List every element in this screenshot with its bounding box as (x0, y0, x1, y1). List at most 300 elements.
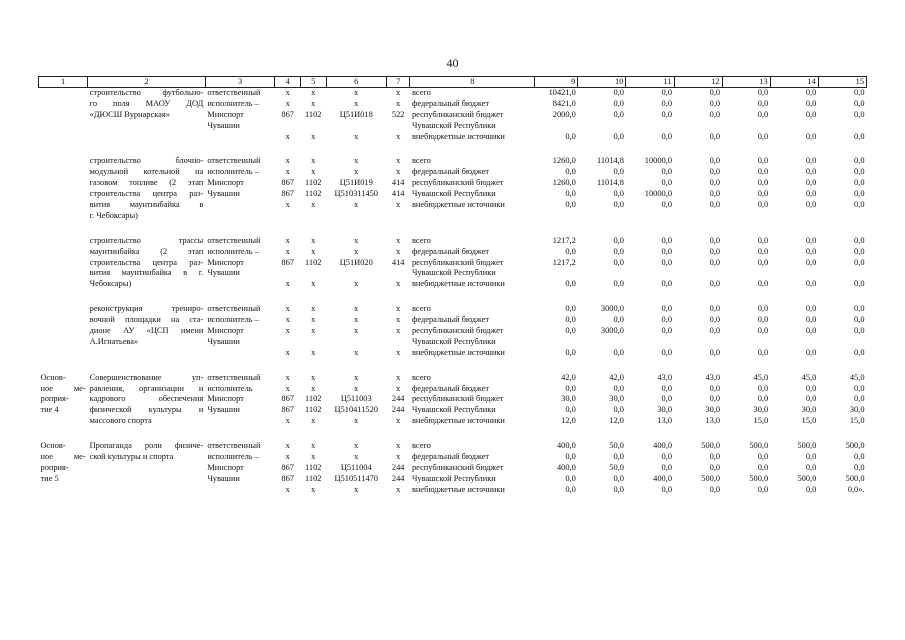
amount-cell-year-2 (578, 373, 626, 427)
event-code-cell (39, 373, 88, 427)
expense-group-value: х (396, 326, 401, 336)
amount-cell-year-7 (818, 373, 866, 427)
amount-value: 50,0 (609, 462, 624, 472)
event-code-cell (39, 156, 88, 221)
expense-group-value: х (396, 167, 401, 177)
target-article-value: х (354, 235, 359, 245)
expense-group-value: х (396, 131, 401, 141)
expense-group-cell (386, 441, 410, 495)
blank-line (580, 337, 624, 348)
blank-line (580, 121, 624, 132)
funding-source-cell (410, 441, 535, 495)
amount-value: 0,0 (805, 347, 817, 357)
blank-line (328, 337, 384, 348)
amount-value: 30,0 (657, 405, 672, 415)
amount-value: 0,0 (565, 326, 576, 336)
amount-value: 0,0 (757, 347, 769, 357)
section-cell (300, 88, 326, 143)
amount-value: 0,0 (757, 246, 769, 256)
grbs-value: х (285, 88, 290, 97)
block-spacer (39, 359, 867, 373)
target-article-value: х (354, 131, 359, 141)
amount-value: 0,0 (661, 304, 672, 314)
amount-value: 43,0 (657, 372, 672, 382)
executor-line: исполнитель – (207, 98, 259, 108)
grbs-value: 867 (281, 394, 294, 404)
amount-value: 500,0 (701, 441, 721, 451)
amount-value: 0,0 (757, 98, 769, 108)
amount-value: 0,0 (757, 200, 769, 210)
expense-group-value: х (396, 235, 401, 245)
column-number: 5 (300, 77, 326, 88)
amount-value: 15,0 (753, 416, 769, 426)
expense-group-value: х (396, 200, 401, 210)
amount-value: 500,0 (701, 473, 721, 483)
table-row (39, 304, 867, 358)
funding-source-line: всего (411, 235, 431, 245)
grbs-value: х (285, 452, 290, 462)
amount-value: 0,0 (854, 98, 865, 108)
blank-line (537, 337, 576, 348)
section-value: х (311, 98, 316, 108)
amount-value: 0,0 (757, 326, 769, 336)
expense-group-cell (386, 88, 410, 143)
target-article-value: х (354, 383, 359, 393)
section-value: х (311, 167, 316, 177)
event-code-cell (39, 441, 88, 495)
funding-source-line: внебюджетные источники (411, 347, 505, 357)
amount-value: 0,0 (613, 246, 624, 256)
event-name-line: реконструкция трениро- (89, 304, 204, 314)
amount-value: 0,0 (854, 394, 865, 404)
funding-source-line: Чувашской Республики (411, 189, 496, 199)
amount-value: 10000,0 (644, 189, 672, 199)
amount-cell-year-1 (535, 236, 578, 290)
grbs-cell (275, 373, 301, 427)
executor-line: ответственный (207, 441, 261, 451)
amount-value: 1260,0 (552, 178, 576, 188)
amount-cell-year-4 (674, 236, 722, 290)
column-number: 1 (39, 77, 88, 88)
amount-value: 0,0 (613, 189, 624, 199)
executor-cell (205, 304, 275, 358)
target-article-value: Ц510411520 (334, 405, 378, 415)
expense-group-value: 414 (391, 178, 405, 188)
executor-line: исполнитель – (207, 315, 259, 325)
amount-value: 0,0 (854, 200, 865, 210)
target-article-value: х (354, 304, 359, 314)
expense-group-value: 244 (391, 473, 405, 483)
target-article-value: Ц51И019 (339, 178, 373, 188)
amount-value: 10421,0 (548, 88, 576, 97)
amount-value: 0,0 (709, 189, 721, 199)
executor-line: исполнитель – (207, 167, 259, 177)
grbs-value: 867 (281, 257, 294, 267)
blank-line (628, 121, 672, 132)
table-body (39, 88, 867, 496)
grbs-value: 867 (281, 473, 294, 483)
event-name-line: «ДЮСШ Вурнарская» (89, 109, 170, 119)
amount-value: 2000,0 (552, 109, 576, 119)
amount-value: 0,0 (854, 326, 865, 336)
amount-value: 0,0 (709, 326, 721, 336)
expense-group-value: х (396, 246, 401, 256)
expense-group-value: 244 (391, 394, 405, 404)
amount-cell-year-3 (626, 236, 674, 290)
section-value: х (311, 279, 316, 289)
column-number: 15 (818, 77, 866, 88)
amount-value: 0,0 (613, 315, 624, 325)
expense-group-value: х (396, 441, 401, 451)
event-name-line: строительство трассы (89, 235, 204, 245)
amount-cell-year-7 (818, 156, 866, 221)
target-article-cell (326, 236, 386, 290)
amount-cell-year-1 (535, 88, 578, 143)
target-article-value: х (354, 88, 359, 97)
amount-value: 0,0 (709, 131, 721, 141)
amount-value: 0,0 (565, 405, 576, 415)
block-spacer (39, 427, 867, 441)
event-name-line: го поля МАОУ ДОД (89, 98, 204, 108)
amount-value: 500,0 (797, 441, 817, 451)
amount-cell-year-4 (674, 441, 722, 495)
amount-value: 0,0 (613, 88, 624, 97)
amount-value: 0,0 (565, 131, 576, 141)
amount-value: 0,0 (613, 347, 624, 357)
amount-value: 0,0 (805, 200, 817, 210)
amount-value: 0,0 (854, 452, 865, 462)
amount-cell-year-2 (578, 304, 626, 358)
amount-value: 0,0 (565, 383, 576, 393)
amount-value: 0,0 (854, 178, 865, 188)
event-code-line: Основ- (40, 441, 66, 451)
executor-line: Чувашии (207, 336, 240, 346)
amount-value: 0,0 (661, 462, 672, 472)
event-name-cell (88, 156, 206, 221)
blank-line (328, 268, 384, 279)
grbs-value: х (285, 484, 290, 494)
section-value: 1102 (305, 109, 322, 119)
event-name-cell (88, 88, 206, 143)
event-code-line: ное ме- (40, 452, 86, 462)
amount-value: 0,0 (709, 462, 721, 472)
blank-line (724, 121, 768, 132)
grbs-value: х (285, 304, 290, 314)
amount-value: 0,0 (805, 109, 817, 119)
section-value: х (311, 246, 316, 256)
expense-group-value: 414 (391, 257, 405, 267)
section-value: х (311, 88, 316, 97)
amount-value: 0,0 (661, 326, 672, 336)
amount-value: 45,0 (849, 372, 865, 382)
funding-source-cell (410, 304, 535, 358)
target-article-value: х (354, 98, 359, 108)
blank-line (302, 268, 324, 279)
grbs-value: х (285, 441, 290, 451)
amount-value: 0,0 (709, 88, 721, 97)
amount-value: 0,0 (661, 315, 672, 325)
amount-value: 0,0 (613, 383, 624, 393)
amount-value: 0,0 (565, 473, 576, 483)
table-row (39, 373, 867, 427)
funding-source-line: федеральный бюджет (411, 98, 490, 108)
grbs-value: х (285, 167, 290, 177)
amount-cell-year-3 (626, 304, 674, 358)
target-article-value: х (354, 326, 359, 336)
amount-value: 0,0 (805, 304, 817, 314)
amount-cell-year-4 (674, 156, 722, 221)
section-value: х (311, 315, 316, 325)
amount-value: 43,0 (705, 372, 721, 382)
executor-line: исполнитель – (207, 452, 259, 462)
amount-value: 0,0 (757, 315, 769, 325)
amount-value: 0,0 (661, 246, 672, 256)
expense-group-value: 244 (391, 462, 405, 472)
expense-group-value: х (396, 156, 401, 166)
amount-value: 12,0 (561, 416, 576, 426)
amount-cell-year-2 (578, 88, 626, 143)
grbs-value: х (285, 315, 290, 325)
column-number: 11 (626, 77, 674, 88)
executor-line: Минспорт (207, 257, 244, 267)
amount-cell-year-7 (818, 304, 866, 358)
amount-value: 0,0 (709, 156, 721, 166)
amount-value: 0,0 (565, 304, 576, 314)
grbs-value: 867 (281, 189, 294, 199)
grbs-value: х (285, 326, 290, 336)
column-number: 6 (326, 77, 386, 88)
expense-group-cell (386, 373, 410, 427)
amount-cell-year-3 (626, 373, 674, 427)
amount-value: 0,0 (709, 279, 721, 289)
amount-value: 0,0 (757, 167, 769, 177)
column-number: 3 (205, 77, 275, 88)
amount-cell-year-5 (722, 88, 770, 143)
executor-line: Минспорт (207, 109, 244, 119)
amount-value: 0,0 (805, 452, 817, 462)
amount-value: 0,0 (661, 178, 672, 188)
amount-value: 0,0 (854, 462, 865, 472)
amount-value: 0,0 (661, 257, 672, 267)
expense-group-value: х (396, 315, 401, 325)
amount-cell-year-7 (818, 236, 866, 290)
executor-cell (205, 88, 275, 143)
amount-value: 0,0 (757, 131, 769, 141)
target-article-value: х (354, 200, 359, 210)
amount-value: 0,0 (757, 279, 769, 289)
amount-value: 30,0 (705, 405, 721, 415)
grbs-value: х (285, 372, 290, 382)
amount-cell-year-5 (722, 441, 770, 495)
event-name-cell (88, 441, 206, 495)
section-cell (300, 236, 326, 290)
section-value: х (311, 372, 316, 382)
amount-value: 0,0 (709, 200, 721, 210)
blank-line (388, 121, 408, 132)
column-number: 13 (722, 77, 770, 88)
column-number: 12 (674, 77, 722, 88)
amount-value: 0,0 (805, 257, 817, 267)
amount-value: 0,0 (709, 383, 721, 393)
funding-source-cell (410, 236, 535, 290)
target-article-value: х (354, 484, 359, 494)
target-article-value: х (354, 279, 359, 289)
section-cell (300, 373, 326, 427)
blank-line (724, 268, 768, 279)
amount-cell-year-5 (722, 156, 770, 221)
event-name-cell (88, 236, 206, 290)
amount-value: 500,0 (845, 473, 865, 483)
amount-value: 0,0 (805, 156, 817, 166)
amount-value: 0,0 (565, 189, 576, 199)
amount-value: 0,0 (709, 167, 721, 177)
budget-table (38, 76, 867, 496)
blank-line (277, 121, 299, 132)
amount-cell-year-2 (578, 441, 626, 495)
amount-value: 0,0 (613, 98, 624, 108)
funding-source-line: федеральный бюджет (411, 452, 490, 462)
amount-value: 0,0 (565, 347, 576, 357)
amount-value: 500,0 (749, 441, 769, 451)
amount-cell-year-5 (722, 373, 770, 427)
amount-value: 0,0 (709, 394, 721, 404)
column-number: 10 (578, 77, 626, 88)
funding-source-line: республиканский бюджет (411, 109, 504, 119)
amount-value: 0,0 (757, 452, 769, 462)
amount-value: 0,0 (805, 326, 817, 336)
amount-value: 0,0 (854, 156, 865, 166)
grbs-value: х (285, 131, 290, 141)
funding-source-line: Чувашской Республики (411, 405, 496, 415)
amount-value: 0,0 (805, 315, 817, 325)
amount-value: 15,0 (849, 416, 865, 426)
expense-group-value: 244 (391, 405, 405, 415)
event-name-line: А.Игнатьева» (89, 336, 139, 346)
amount-value: 0,0 (709, 304, 721, 314)
amount-value: 0,0 (613, 257, 624, 267)
amount-value: 0,0 (757, 109, 769, 119)
event-name-line: кадрового обеспечения (89, 394, 204, 404)
event-code-cell (39, 88, 88, 143)
amount-value: 0,0 (709, 246, 721, 256)
section-value: х (311, 326, 316, 336)
expense-group-value: х (396, 383, 401, 393)
section-cell (300, 156, 326, 221)
event-name-line: газовом топливе (2 этап (89, 178, 204, 188)
funding-source-line: республиканский бюджет (411, 257, 504, 267)
funding-source-cell (410, 156, 535, 221)
section-value: 1102 (305, 189, 322, 199)
funding-source-line: республиканский бюджет (411, 326, 504, 336)
amount-value: 0,0 (565, 167, 576, 177)
amount-value: 0,0 (613, 405, 624, 415)
amount-value: 0,0 (757, 304, 769, 314)
executor-line: Минспорт (207, 394, 244, 404)
amount-value: 0,0 (661, 131, 672, 141)
amount-cell-year-2 (578, 156, 626, 221)
event-code-cell (39, 304, 88, 358)
target-article-value: Ц510511470 (334, 473, 378, 483)
blank-line (277, 337, 299, 348)
amount-value: 0,0 (805, 88, 817, 97)
event-code-line: Основ- (40, 372, 66, 382)
expense-group-value: х (396, 484, 401, 494)
blank-line (676, 337, 720, 348)
amount-value: 0,0 (709, 178, 721, 188)
executor-line: Минспорт (207, 178, 244, 188)
grbs-value: х (285, 347, 290, 357)
amount-value: 0,0 (661, 347, 672, 357)
event-name-line: Чебоксары) (89, 279, 132, 289)
amount-cell-year-7 (818, 88, 866, 143)
amount-value: 0,0 (709, 257, 721, 267)
target-article-cell (326, 156, 386, 221)
section-value: 1102 (305, 405, 322, 415)
event-name-line: Совершенствование уп- (89, 372, 204, 382)
executor-line: исполнитель (207, 383, 253, 393)
amount-value: 0,0 (613, 167, 624, 177)
blank-line (772, 337, 816, 348)
executor-line: ответственный (207, 235, 261, 245)
amount-value: 30,0 (561, 394, 576, 404)
amount-value: 0,0 (709, 347, 721, 357)
amount-cell-year-1 (535, 441, 578, 495)
blank-line (676, 268, 720, 279)
blank-line (628, 337, 672, 348)
amount-value: 0,0 (805, 394, 817, 404)
expense-group-value: х (396, 98, 401, 108)
amount-value: 0,0 (757, 178, 769, 188)
amount-value: 0,0 (854, 167, 865, 177)
funding-source-line: внебюджетные источники (411, 279, 505, 289)
amount-value: 30,0 (609, 394, 624, 404)
expense-group-value: х (396, 88, 401, 97)
amount-value: 0,0 (661, 109, 672, 119)
amount-value: 0,0 (854, 383, 865, 393)
expense-group-cell (386, 156, 410, 221)
event-name-cell (88, 304, 206, 358)
amount-value: 0,0 (565, 279, 576, 289)
amount-value: 0,0 (805, 98, 817, 108)
event-name-line: вития маунтинбайка в г. (89, 268, 204, 278)
amount-value: 0,0 (757, 394, 769, 404)
grbs-value: 867 (281, 405, 294, 415)
executor-line: Чувашии (207, 473, 240, 483)
amount-cell-year-4 (674, 88, 722, 143)
grbs-cell (275, 441, 301, 495)
amount-cell-year-4 (674, 304, 722, 358)
section-value: х (311, 441, 316, 451)
column-number: 9 (535, 77, 578, 88)
amount-value: 30,0 (753, 405, 769, 415)
amount-value: 0,0 (565, 452, 576, 462)
funding-source-line: всего (411, 441, 431, 451)
target-article-value: х (354, 167, 359, 177)
amount-value: 0,0». (847, 484, 865, 494)
table-row (39, 88, 867, 143)
executor-cell (205, 236, 275, 290)
target-article-value: х (354, 372, 359, 382)
section-cell (300, 304, 326, 358)
amount-value: 0,0 (709, 109, 721, 119)
section-value: 1102 (305, 462, 322, 472)
amount-value: 0,0 (709, 315, 721, 325)
amount-value: 0,0 (613, 484, 624, 494)
amount-value: 10000,0 (644, 156, 672, 166)
event-name-line: дионе АУ «ЦСП имени (89, 326, 204, 336)
table-row (39, 236, 867, 290)
section-value: х (311, 416, 316, 426)
